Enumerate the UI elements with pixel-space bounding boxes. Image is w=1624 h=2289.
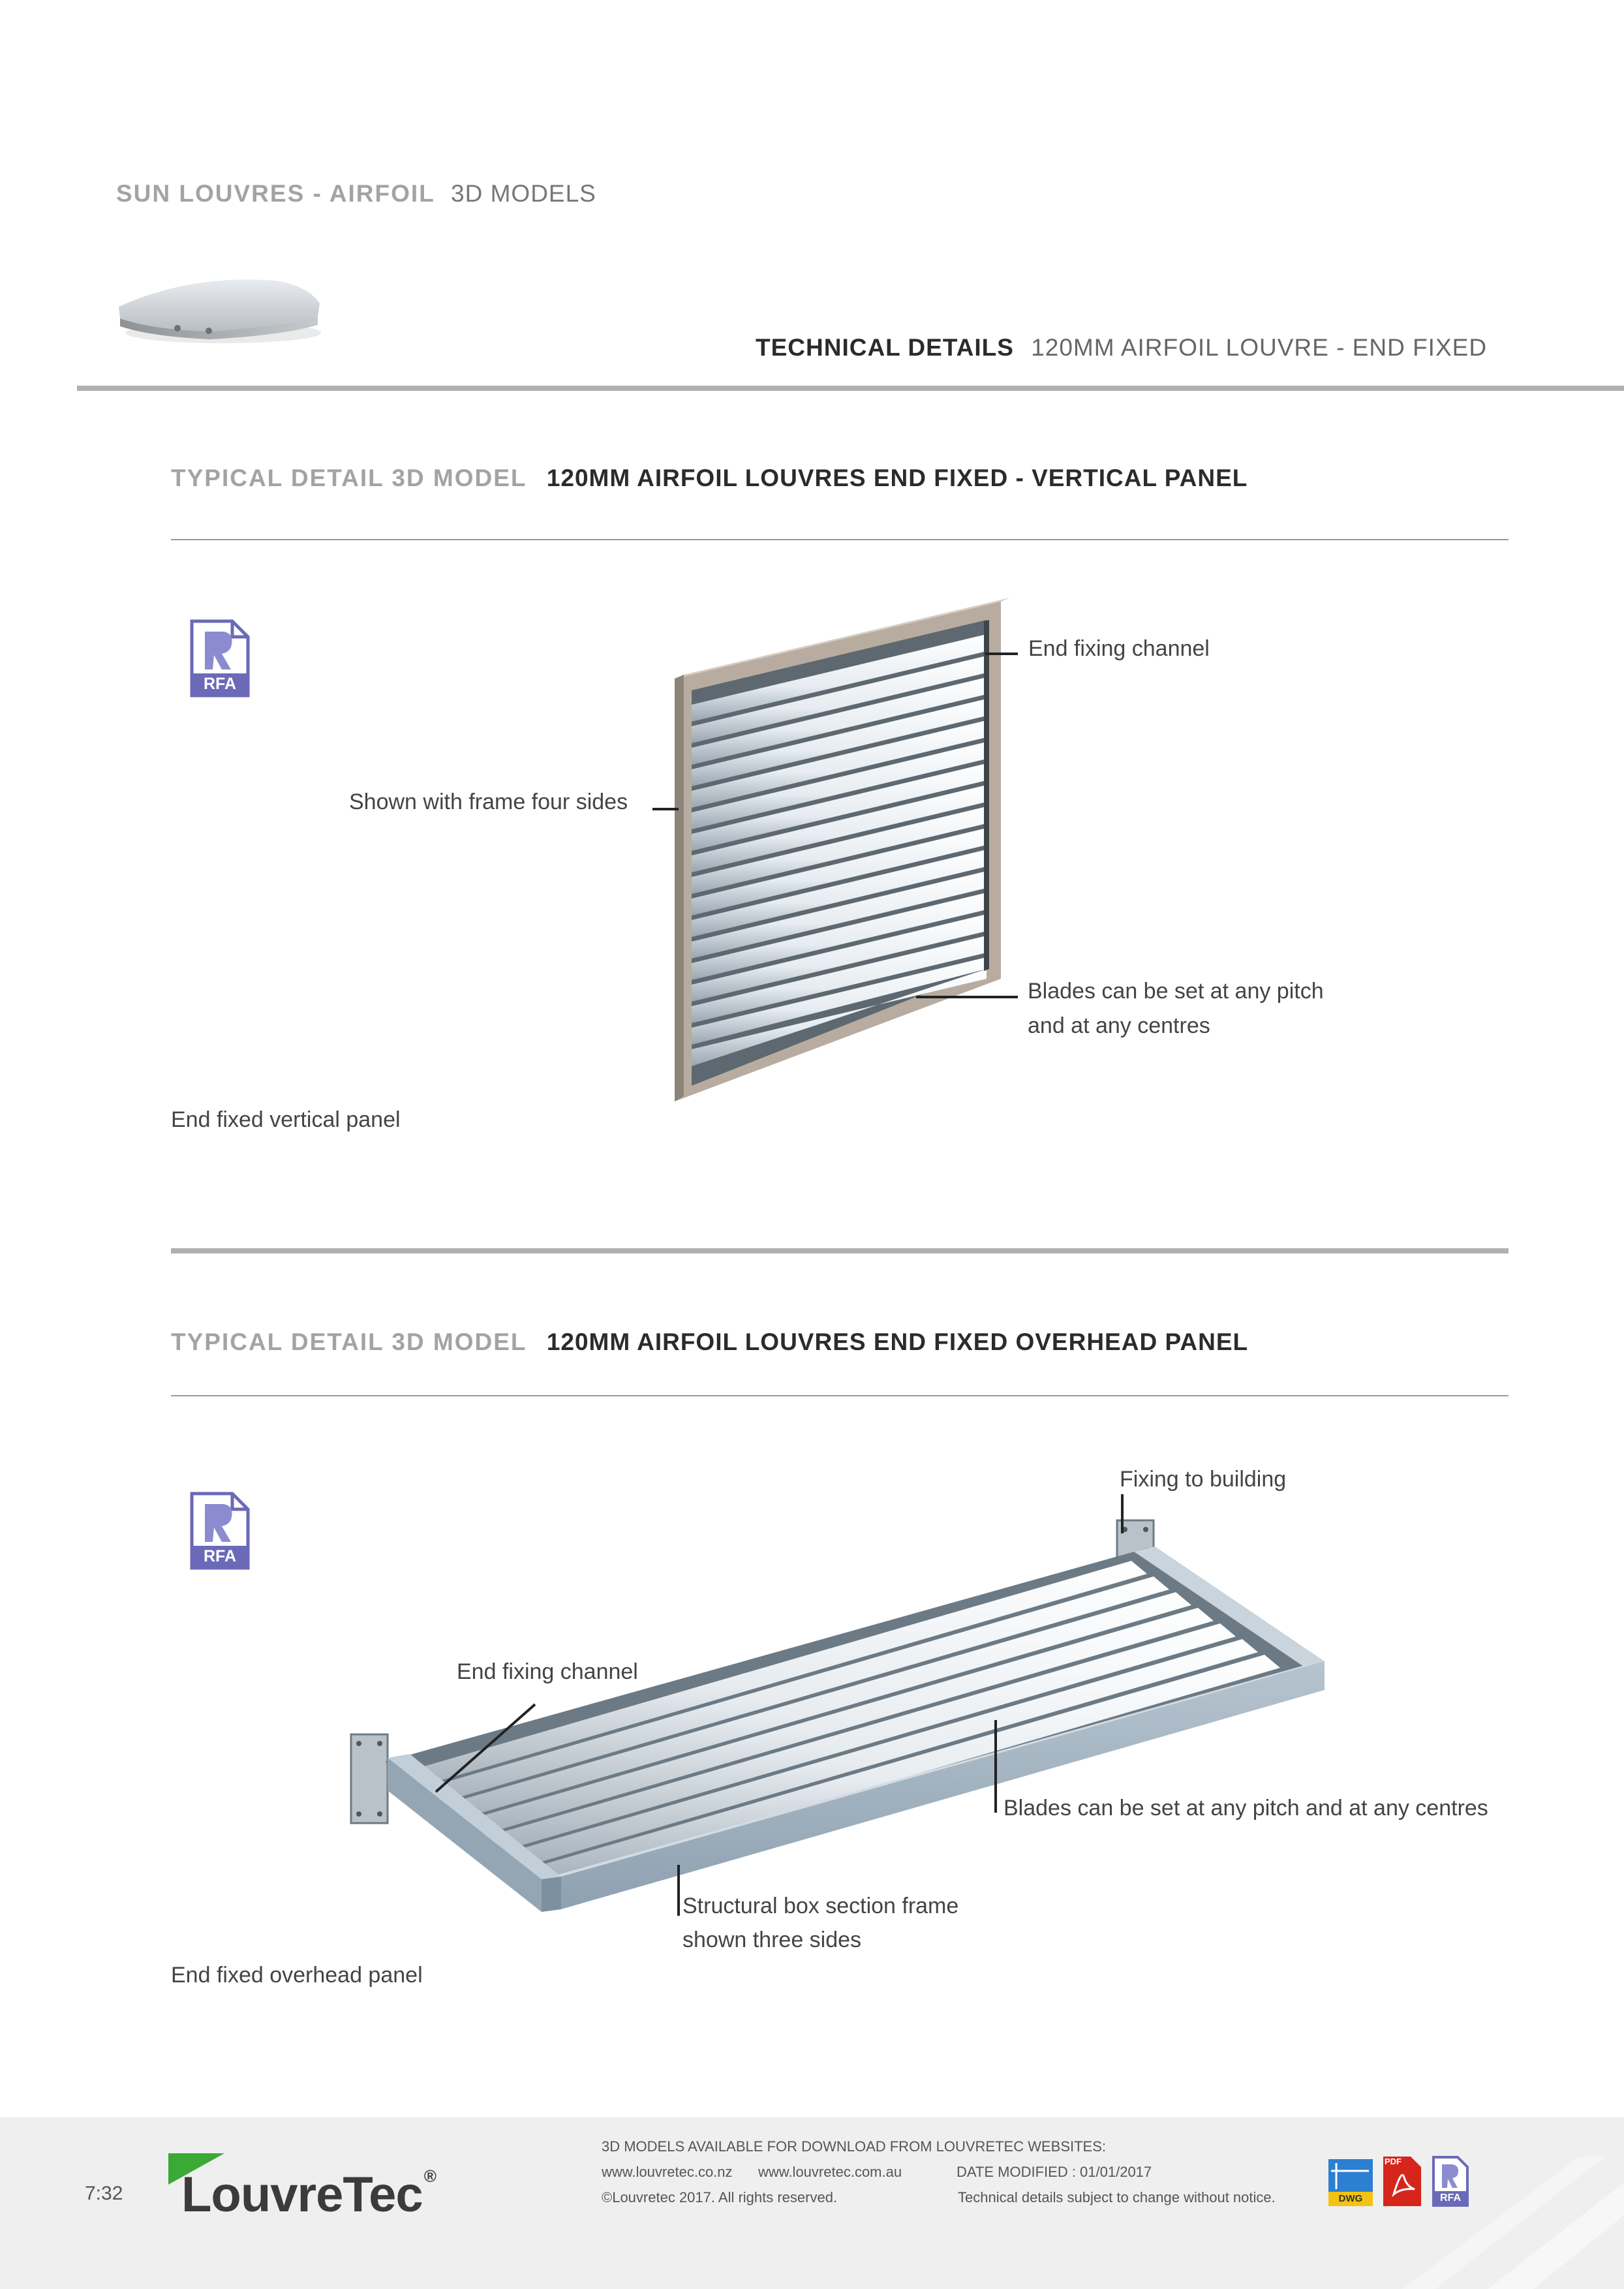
brand-wordmark: LouvreTec [181, 2167, 423, 2222]
caption-overhead-panel: End fixed overhead panel [171, 1963, 423, 1988]
download-notice: 3D MODELS AVAILABLE FOR DOWNLOAD FROM LOUVRETEC WEBSITES: [602, 2138, 1106, 2155]
pdf-icon-label: PDF [1385, 2157, 1402, 2166]
callout-end-fixing-channel-overhead: End fixing channel [457, 1659, 638, 1684]
series-title [116, 180, 596, 207]
section2-title-dark: 120MM AIRFOIL LOUVRES END FIXED OVERHEAD PANEL [546, 1329, 1249, 1355]
website-au-link[interactable]: www.louvretec.com.au [758, 2164, 902, 2180]
wall-plate-left [351, 1734, 388, 1823]
brand-name [181, 2166, 436, 2223]
section1-title-dark: 120MM AIRFOIL LOUVRES END FIXED - VERTICAL PANEL [546, 465, 1248, 491]
section2-title-grey: TYPICAL DETAIL 3D MODEL [171, 1329, 527, 1355]
airfoil-blade-thumbnail [112, 268, 328, 352]
section2-title [171, 1329, 1248, 1356]
overhead-panel-drawing [339, 1494, 1357, 1925]
website-nz-link[interactable]: www.louvretec.co.nz [602, 2164, 733, 2180]
section-divider [171, 1248, 1509, 1253]
brand-logo [168, 2153, 442, 2222]
caption-vertical-panel: End fixed vertical panel [171, 1107, 401, 1132]
brand-registered-mark: ® [423, 2166, 436, 2186]
date-modified: DATE MODIFIED : 01/01/2017 [957, 2164, 1152, 2180]
section1-rule [171, 539, 1509, 540]
vertical-panel-drawing [652, 594, 1018, 1109]
rfa-download-icon[interactable] [189, 619, 251, 698]
callout-end-fixing-channel: End fixing channel [1028, 636, 1210, 661]
dwg-icon-label: DWG [1338, 2193, 1363, 2204]
rfa-badge-label: RFA [204, 1547, 236, 1565]
copyright: ©Louvretec 2017. All rights reserved. [602, 2189, 838, 2205]
section2-rule [171, 1395, 1509, 1396]
rfa-badge-label: RFA [204, 675, 236, 693]
footer [0, 2117, 1624, 2289]
technical-details-title [756, 334, 1487, 361]
callout-blades-pitch-line2: and at any centres [1028, 1013, 1210, 1038]
page-number: 7:32 [85, 2183, 123, 2204]
rfa-download-icon[interactable] [189, 1491, 251, 1571]
technical-details-bold: TECHNICAL DETAILS [756, 334, 1014, 361]
dwg-download-icon[interactable] [1327, 2158, 1374, 2207]
header-rule [77, 386, 1624, 391]
section1-title-grey: TYPICAL DETAIL 3D MODEL [171, 465, 527, 491]
technical-details-thin: 120MM AIRFOIL LOUVRE - END FIXED [1031, 334, 1488, 361]
callout-blades-pitch-overhead: Blades can be set at any pitch and at any centres [1004, 1796, 1488, 1820]
pdf-download-icon[interactable] [1382, 2155, 1422, 2207]
callout-fixing-to-building: Fixing to building [1120, 1467, 1287, 1492]
series-title-bold: SUN LOUVRES - AIRFOIL [116, 180, 435, 207]
rfa-footer-icon-label: RFA [1440, 2192, 1461, 2204]
section1-title [171, 465, 1248, 492]
callout-structural-frame-line2: shown three sides [682, 1928, 862, 1952]
callout-blades-pitch-line1: Blades can be set at any pitch [1028, 979, 1324, 1004]
callout-structural-frame-line1: Structural box section frame [682, 1894, 959, 1918]
series-title-thin: 3D MODELS [451, 180, 596, 207]
rfa-footer-download-icon[interactable] [1432, 2155, 1469, 2207]
disclaimer: Technical details subject to change without notice. [958, 2189, 1276, 2205]
callout-frame-four-sides: Shown with frame four sides [349, 790, 628, 814]
